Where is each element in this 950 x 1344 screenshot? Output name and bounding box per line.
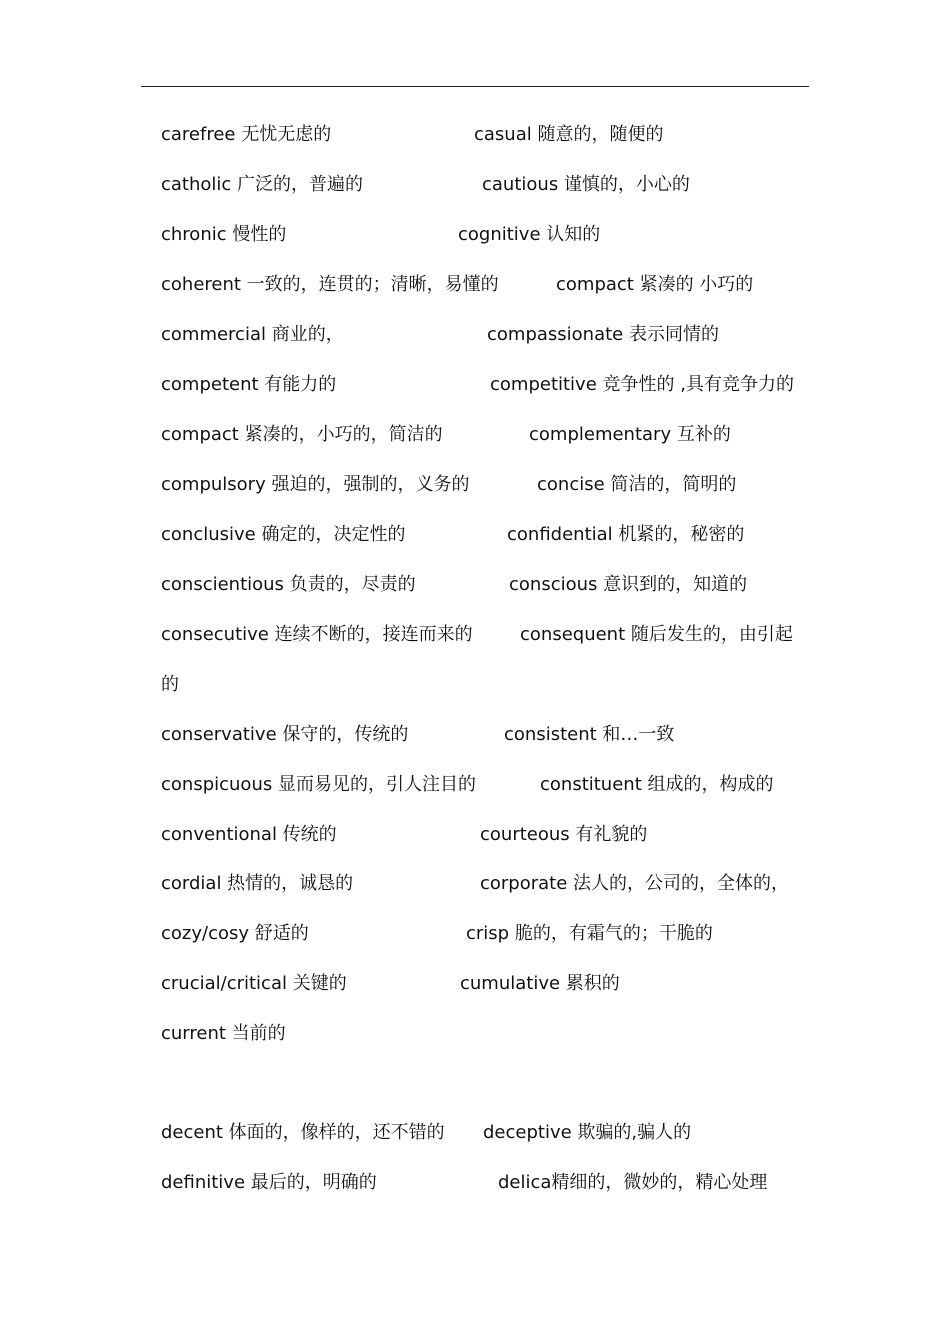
vocab-term: consequent 随后发生的，由引起	[520, 624, 793, 645]
vocab-term: current 当前的	[161, 1023, 286, 1044]
vocab-term: conservative 保守的，传统的	[161, 724, 409, 745]
vocab-term: delica精细的，微妙的，精心处理	[498, 1172, 768, 1193]
vocab-term: chronic 慢性的	[161, 224, 287, 245]
vocab-term: confidential 机紧的，秘密的	[507, 524, 745, 545]
vocab-term: 的	[161, 674, 179, 695]
vocab-term: consecutive 连续不断的，接连而来的	[161, 624, 473, 645]
vocab-term: competent 有能力的	[161, 374, 337, 395]
vocab-term: conclusive 确定的，决定性的	[161, 524, 406, 545]
vocab-term: commercial 商业的，	[161, 324, 344, 345]
vocab-term: crisp 脆的，有霜气的；干脆的	[466, 923, 713, 944]
vocab-term: corporate 法人的，公司的，全体的，	[480, 873, 790, 894]
vocab-term: cumulative 累积的	[460, 973, 620, 994]
vocab-term: cautious 谨慎的，小心的	[482, 174, 690, 195]
vocab-term: compulsory 强迫的，强制的，义务的	[161, 474, 470, 495]
vocab-term: casual 随意的，随便的	[474, 124, 664, 145]
vocab-term: conventional 传统的	[161, 824, 337, 845]
vocab-term: consistent 和…一致	[504, 724, 675, 745]
vocab-term: compassionate 表示同情的	[487, 324, 719, 345]
vocab-term: conscious 意识到的，知道的	[509, 574, 748, 595]
vocab-term: cognitive 认知的	[458, 224, 601, 245]
vocab-term: definitive 最后的，明确的	[161, 1172, 377, 1193]
vocab-term: coherent 一致的，连贯的；清晰，易懂的	[161, 274, 499, 295]
vocab-term: conscientious 负责的，尽责的	[161, 574, 416, 595]
vocab-term: catholic 广泛的，普遍的	[161, 174, 364, 195]
vocab-term: carefree 无忧无虑的	[161, 124, 332, 145]
header-rule	[141, 86, 809, 87]
vocab-term: conspicuous 显而易见的，引人注目的	[161, 774, 476, 795]
vocab-term: complementary 互补的	[529, 424, 731, 445]
vocab-term: competitive 竞争性的 ,具有竞争力的	[490, 374, 794, 395]
vocab-term: compact 紧凑的 小巧的	[556, 274, 754, 295]
vocab-term: cordial 热情的，诚恳的	[161, 873, 354, 894]
vocab-term: cozy/cosy 舒适的	[161, 923, 309, 944]
vocab-term: courteous 有礼貌的	[480, 824, 648, 845]
vocab-term: decent 体面的，像样的，还不错的	[161, 1122, 445, 1143]
vocab-term: concise 简洁的，简明的	[537, 474, 737, 495]
vocab-term: constituent 组成的，构成的	[540, 774, 774, 795]
vocab-term: compact 紧凑的，小巧的，简洁的	[161, 424, 443, 445]
vocab-term: deceptive 欺骗的,骗人的	[483, 1122, 692, 1143]
vocab-term: crucial/critical 关键的	[161, 973, 347, 994]
